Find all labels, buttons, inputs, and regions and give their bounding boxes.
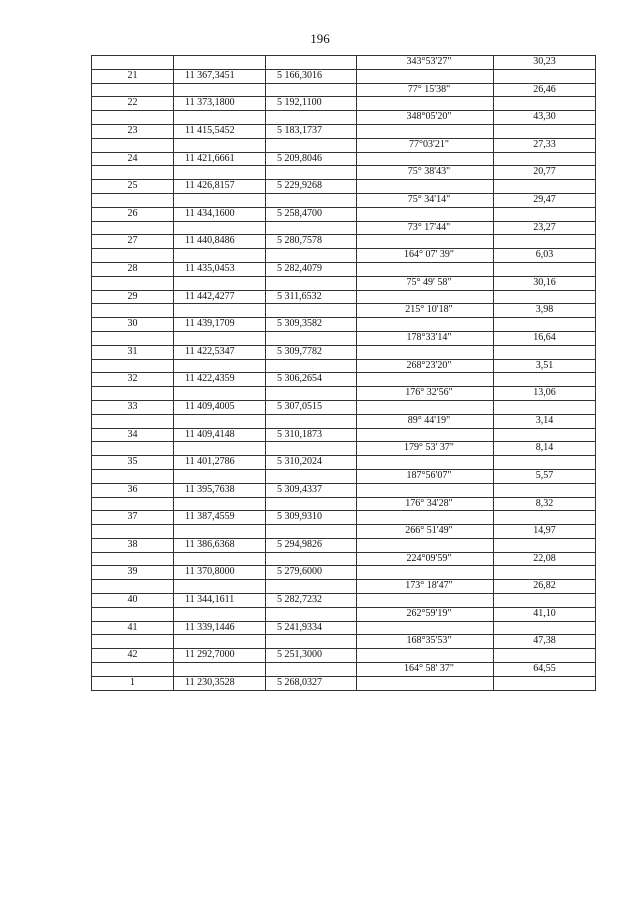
point-cell: 31 xyxy=(92,345,174,359)
y-coordinate-cell xyxy=(266,552,357,566)
distance-cell: 47,38 xyxy=(494,635,596,649)
distance-cell: 3,51 xyxy=(494,359,596,373)
point-cell: 21 xyxy=(92,69,174,83)
point-cell xyxy=(92,83,174,97)
distance-cell xyxy=(494,428,596,442)
table-row xyxy=(92,552,596,566)
table-row xyxy=(92,387,596,401)
distance-cell xyxy=(494,235,596,249)
point-cell: 38 xyxy=(92,538,174,552)
y-coordinate-cell xyxy=(266,166,357,180)
direction-angle-cell xyxy=(357,124,494,138)
x-coordinate-cell: 11 401,2786 xyxy=(174,456,266,470)
table-row xyxy=(92,276,596,290)
x-coordinate-cell: 11 421,6661 xyxy=(174,152,266,166)
x-coordinate-cell xyxy=(174,83,266,97)
x-coordinate-cell: 11 422,5347 xyxy=(174,345,266,359)
table-row xyxy=(92,469,596,483)
x-coordinate-cell xyxy=(174,552,266,566)
distance-cell: 27,33 xyxy=(494,138,596,152)
table-row xyxy=(92,69,596,83)
table-row xyxy=(92,373,596,387)
x-coordinate-cell xyxy=(174,580,266,594)
table-row xyxy=(92,359,596,373)
point-cell xyxy=(92,525,174,539)
page-number: 196 xyxy=(310,31,330,46)
y-coordinate-cell: 5 183,1737 xyxy=(266,124,357,138)
point-cell: 42 xyxy=(92,649,174,663)
x-coordinate-cell: 11 386,6368 xyxy=(174,538,266,552)
direction-angle-cell xyxy=(357,290,494,304)
y-coordinate-cell xyxy=(266,221,357,235)
y-coordinate-cell xyxy=(266,387,357,401)
direction-angle-cell xyxy=(357,318,494,332)
distance-cell xyxy=(494,511,596,525)
distance-cell: 6,03 xyxy=(494,249,596,263)
distance-cell xyxy=(494,262,596,276)
direction-angle-cell xyxy=(357,373,494,387)
direction-angle-cell xyxy=(357,152,494,166)
x-coordinate-cell xyxy=(174,635,266,649)
table-row xyxy=(92,442,596,456)
point-cell xyxy=(92,193,174,207)
y-coordinate-cell: 5 311,6532 xyxy=(266,290,357,304)
x-coordinate-cell xyxy=(174,249,266,263)
direction-angle-cell xyxy=(357,97,494,111)
distance-cell xyxy=(494,676,596,690)
y-coordinate-cell: 5 192,1100 xyxy=(266,97,357,111)
y-coordinate-cell: 5 282,4079 xyxy=(266,262,357,276)
direction-angle-cell xyxy=(357,207,494,221)
x-coordinate-cell: 11 435,0453 xyxy=(174,262,266,276)
y-coordinate-cell xyxy=(266,56,357,70)
table-row xyxy=(92,111,596,125)
point-cell xyxy=(92,607,174,621)
x-coordinate-cell: 11 292,7000 xyxy=(174,649,266,663)
distance-cell: 8,32 xyxy=(494,497,596,511)
point-cell: 29 xyxy=(92,290,174,304)
direction-angle-cell: 77° 15'38" xyxy=(357,83,494,97)
point-cell xyxy=(92,331,174,345)
point-cell: 39 xyxy=(92,566,174,580)
distance-cell: 16,64 xyxy=(494,331,596,345)
point-cell: 37 xyxy=(92,511,174,525)
point-cell: 25 xyxy=(92,180,174,194)
x-coordinate-cell: 11 426,8157 xyxy=(174,180,266,194)
table-row xyxy=(92,138,596,152)
table-row xyxy=(92,511,596,525)
table-row xyxy=(92,97,596,111)
y-coordinate-cell: 5 251,3000 xyxy=(266,649,357,663)
y-coordinate-cell: 5 282,7232 xyxy=(266,594,357,608)
point-cell: 30 xyxy=(92,318,174,332)
table-row xyxy=(92,594,596,608)
distance-cell xyxy=(494,538,596,552)
table-row xyxy=(92,456,596,470)
table-row xyxy=(92,345,596,359)
distance-cell xyxy=(494,318,596,332)
distance-cell xyxy=(494,69,596,83)
y-coordinate-cell: 5 307,0515 xyxy=(266,400,357,414)
direction-angle-cell xyxy=(357,69,494,83)
x-coordinate-cell xyxy=(174,663,266,677)
distance-cell: 5,57 xyxy=(494,469,596,483)
x-coordinate-cell: 11 439,1709 xyxy=(174,318,266,332)
point-cell xyxy=(92,138,174,152)
distance-cell: 41,10 xyxy=(494,607,596,621)
table-row xyxy=(92,483,596,497)
distance-cell: 3,98 xyxy=(494,304,596,318)
table-row xyxy=(92,124,596,138)
x-coordinate-cell xyxy=(174,331,266,345)
point-cell: 36 xyxy=(92,483,174,497)
table-row xyxy=(92,497,596,511)
direction-angle-cell: 173° 18'47" xyxy=(357,580,494,594)
distance-cell: 30,16 xyxy=(494,276,596,290)
direction-angle-cell: 224°09'59" xyxy=(357,552,494,566)
x-coordinate-cell: 11 422,4359 xyxy=(174,373,266,387)
table-row xyxy=(92,635,596,649)
point-cell: 22 xyxy=(92,97,174,111)
point-cell: 41 xyxy=(92,621,174,635)
distance-cell xyxy=(494,180,596,194)
point-cell xyxy=(92,111,174,125)
point-cell: 24 xyxy=(92,152,174,166)
point-cell xyxy=(92,221,174,235)
table-row xyxy=(92,649,596,663)
table-row xyxy=(92,663,596,677)
distance-cell: 29,47 xyxy=(494,193,596,207)
x-coordinate-cell xyxy=(174,304,266,318)
y-coordinate-cell: 5 268,0327 xyxy=(266,676,357,690)
y-coordinate-cell: 5 306,2654 xyxy=(266,373,357,387)
table-row xyxy=(92,207,596,221)
y-coordinate-cell xyxy=(266,469,357,483)
direction-angle-cell xyxy=(357,400,494,414)
direction-angle-cell: 89° 44'19" xyxy=(357,414,494,428)
x-coordinate-cell xyxy=(174,138,266,152)
y-coordinate-cell: 5 309,4337 xyxy=(266,483,357,497)
distance-cell: 30,23 xyxy=(494,56,596,70)
distance-cell: 13,06 xyxy=(494,387,596,401)
y-coordinate-cell xyxy=(266,83,357,97)
table-row xyxy=(92,331,596,345)
coordinates-table xyxy=(91,55,596,691)
x-coordinate-cell xyxy=(174,387,266,401)
direction-angle-cell: 176° 32'56" xyxy=(357,387,494,401)
direction-angle-cell xyxy=(357,621,494,635)
table-row xyxy=(92,193,596,207)
x-coordinate-cell xyxy=(174,193,266,207)
y-coordinate-cell: 5 209,8046 xyxy=(266,152,357,166)
y-coordinate-cell: 5 279,6000 xyxy=(266,566,357,580)
y-coordinate-cell xyxy=(266,497,357,511)
distance-cell: 22,08 xyxy=(494,552,596,566)
x-coordinate-cell: 11 344,1611 xyxy=(174,594,266,608)
table-row xyxy=(92,290,596,304)
distance-cell xyxy=(494,566,596,580)
point-cell: 33 xyxy=(92,400,174,414)
y-coordinate-cell: 5 310,1873 xyxy=(266,428,357,442)
point-cell xyxy=(92,359,174,373)
x-coordinate-cell: 11 409,4005 xyxy=(174,400,266,414)
direction-angle-cell: 77°03'21" xyxy=(357,138,494,152)
point-cell: 27 xyxy=(92,235,174,249)
direction-angle-cell: 164° 07' 39" xyxy=(357,249,494,263)
point-cell xyxy=(92,304,174,318)
direction-angle-cell: 266° 51'49" xyxy=(357,525,494,539)
direction-angle-cell: 168°35'53" xyxy=(357,635,494,649)
x-coordinate-cell xyxy=(174,56,266,70)
direction-angle-cell xyxy=(357,566,494,580)
point-cell xyxy=(92,387,174,401)
table-row xyxy=(92,83,596,97)
y-coordinate-cell xyxy=(266,663,357,677)
distance-cell xyxy=(494,373,596,387)
distance-cell xyxy=(494,594,596,608)
y-coordinate-cell: 5 310,2024 xyxy=(266,456,357,470)
distance-cell xyxy=(494,290,596,304)
direction-angle-cell xyxy=(357,594,494,608)
direction-angle-cell: 262°59'19" xyxy=(357,607,494,621)
distance-cell xyxy=(494,483,596,497)
distance-cell xyxy=(494,97,596,111)
distance-cell xyxy=(494,400,596,414)
y-coordinate-cell: 5 309,9310 xyxy=(266,511,357,525)
x-coordinate-cell xyxy=(174,442,266,456)
x-coordinate-cell xyxy=(174,414,266,428)
table-row xyxy=(92,304,596,318)
distance-cell: 23,27 xyxy=(494,221,596,235)
table-row xyxy=(92,166,596,180)
point-cell xyxy=(92,580,174,594)
point-cell xyxy=(92,469,174,483)
point-cell xyxy=(92,276,174,290)
point-cell xyxy=(92,635,174,649)
point-cell xyxy=(92,663,174,677)
y-coordinate-cell: 5 241,9334 xyxy=(266,621,357,635)
x-coordinate-cell: 11 442,4277 xyxy=(174,290,266,304)
distance-cell: 43,30 xyxy=(494,111,596,125)
table-row xyxy=(92,249,596,263)
direction-angle-cell xyxy=(357,483,494,497)
y-coordinate-cell xyxy=(266,193,357,207)
distance-cell: 14,97 xyxy=(494,525,596,539)
table-row xyxy=(92,538,596,552)
table-row xyxy=(92,621,596,635)
table-row xyxy=(92,318,596,332)
x-coordinate-cell: 11 370,8000 xyxy=(174,566,266,580)
x-coordinate-cell: 11 230,3528 xyxy=(174,676,266,690)
table-row xyxy=(92,428,596,442)
distance-cell: 64,55 xyxy=(494,663,596,677)
x-coordinate-cell: 11 367,3451 xyxy=(174,69,266,83)
direction-angle-cell xyxy=(357,456,494,470)
distance-cell xyxy=(494,207,596,221)
x-coordinate-cell xyxy=(174,497,266,511)
x-coordinate-cell: 11 395,7638 xyxy=(174,483,266,497)
x-coordinate-cell xyxy=(174,525,266,539)
point-cell: 28 xyxy=(92,262,174,276)
y-coordinate-cell: 5 258,4700 xyxy=(266,207,357,221)
direction-angle-cell xyxy=(357,676,494,690)
direction-angle-cell: 176° 34'28" xyxy=(357,497,494,511)
y-coordinate-cell: 5 280,7578 xyxy=(266,235,357,249)
x-coordinate-cell: 11 373,1800 xyxy=(174,97,266,111)
point-cell: 34 xyxy=(92,428,174,442)
distance-cell xyxy=(494,345,596,359)
direction-angle-cell: 178°33'14" xyxy=(357,331,494,345)
y-coordinate-cell: 5 166,3016 xyxy=(266,69,357,83)
table-row xyxy=(92,262,596,276)
direction-angle-cell: 75° 34'14" xyxy=(357,193,494,207)
distance-cell xyxy=(494,456,596,470)
point-cell xyxy=(92,497,174,511)
distance-cell: 3,14 xyxy=(494,414,596,428)
direction-angle-cell xyxy=(357,511,494,525)
table-row xyxy=(92,525,596,539)
distance-cell xyxy=(494,124,596,138)
y-coordinate-cell xyxy=(266,138,357,152)
distance-cell xyxy=(494,621,596,635)
direction-angle-cell xyxy=(357,345,494,359)
table-row xyxy=(92,180,596,194)
direction-angle-cell xyxy=(357,538,494,552)
y-coordinate-cell xyxy=(266,359,357,373)
table-row xyxy=(92,566,596,580)
x-coordinate-cell xyxy=(174,469,266,483)
point-cell: 35 xyxy=(92,456,174,470)
direction-angle-cell: 268°23'20" xyxy=(357,359,494,373)
direction-angle-cell: 215° 10'18" xyxy=(357,304,494,318)
y-coordinate-cell xyxy=(266,111,357,125)
direction-angle-cell: 73° 17'44" xyxy=(357,221,494,235)
point-cell xyxy=(92,166,174,180)
direction-angle-cell: 187°56'07" xyxy=(357,469,494,483)
x-coordinate-cell: 11 434,1600 xyxy=(174,207,266,221)
point-cell xyxy=(92,442,174,456)
x-coordinate-cell xyxy=(174,359,266,373)
table-row xyxy=(92,607,596,621)
distance-cell: 8,14 xyxy=(494,442,596,456)
x-coordinate-cell: 11 387,4559 xyxy=(174,511,266,525)
table-row xyxy=(92,56,596,70)
point-cell: 40 xyxy=(92,594,174,608)
direction-angle-cell xyxy=(357,235,494,249)
y-coordinate-cell: 5 229,9268 xyxy=(266,180,357,194)
x-coordinate-cell xyxy=(174,111,266,125)
point-cell: 23 xyxy=(92,124,174,138)
direction-angle-cell xyxy=(357,428,494,442)
y-coordinate-cell xyxy=(266,635,357,649)
direction-angle-cell: 348°05'20" xyxy=(357,111,494,125)
x-coordinate-cell xyxy=(174,166,266,180)
direction-angle-cell: 75° 38'43" xyxy=(357,166,494,180)
point-cell: 26 xyxy=(92,207,174,221)
x-coordinate-cell: 11 339,1446 xyxy=(174,621,266,635)
distance-cell: 20,77 xyxy=(494,166,596,180)
point-cell: 1 xyxy=(92,676,174,690)
point-cell xyxy=(92,552,174,566)
direction-angle-cell: 75° 49' 58" xyxy=(357,276,494,290)
y-coordinate-cell xyxy=(266,304,357,318)
distance-cell: 26,82 xyxy=(494,580,596,594)
distance-cell xyxy=(494,649,596,663)
table-row xyxy=(92,414,596,428)
y-coordinate-cell xyxy=(266,276,357,290)
x-coordinate-cell: 11 409,4148 xyxy=(174,428,266,442)
coordinates-table-body xyxy=(92,56,596,691)
table-row xyxy=(92,580,596,594)
direction-angle-cell: 179° 53' 37" xyxy=(357,442,494,456)
y-coordinate-cell xyxy=(266,414,357,428)
point-cell xyxy=(92,56,174,70)
point-cell: 32 xyxy=(92,373,174,387)
y-coordinate-cell xyxy=(266,525,357,539)
table-row xyxy=(92,676,596,690)
x-coordinate-cell: 11 440,8486 xyxy=(174,235,266,249)
y-coordinate-cell xyxy=(266,442,357,456)
y-coordinate-cell xyxy=(266,249,357,263)
point-cell xyxy=(92,249,174,263)
y-coordinate-cell: 5 294,9826 xyxy=(266,538,357,552)
y-coordinate-cell: 5 309,7782 xyxy=(266,345,357,359)
direction-angle-cell xyxy=(357,180,494,194)
x-coordinate-cell xyxy=(174,276,266,290)
x-coordinate-cell xyxy=(174,221,266,235)
distance-cell xyxy=(494,152,596,166)
y-coordinate-cell xyxy=(266,607,357,621)
point-cell xyxy=(92,414,174,428)
table-row xyxy=(92,221,596,235)
y-coordinate-cell xyxy=(266,580,357,594)
table-row xyxy=(92,235,596,249)
distance-cell: 26,46 xyxy=(494,83,596,97)
direction-angle-cell xyxy=(357,649,494,663)
y-coordinate-cell: 5 309,3582 xyxy=(266,318,357,332)
direction-angle-cell: 343°53'27" xyxy=(357,56,494,70)
x-coordinate-cell: 11 415,5452 xyxy=(174,124,266,138)
direction-angle-cell xyxy=(357,262,494,276)
x-coordinate-cell xyxy=(174,607,266,621)
direction-angle-cell: 164° 58' 37" xyxy=(357,663,494,677)
table-row xyxy=(92,152,596,166)
table-row xyxy=(92,400,596,414)
y-coordinate-cell xyxy=(266,331,357,345)
